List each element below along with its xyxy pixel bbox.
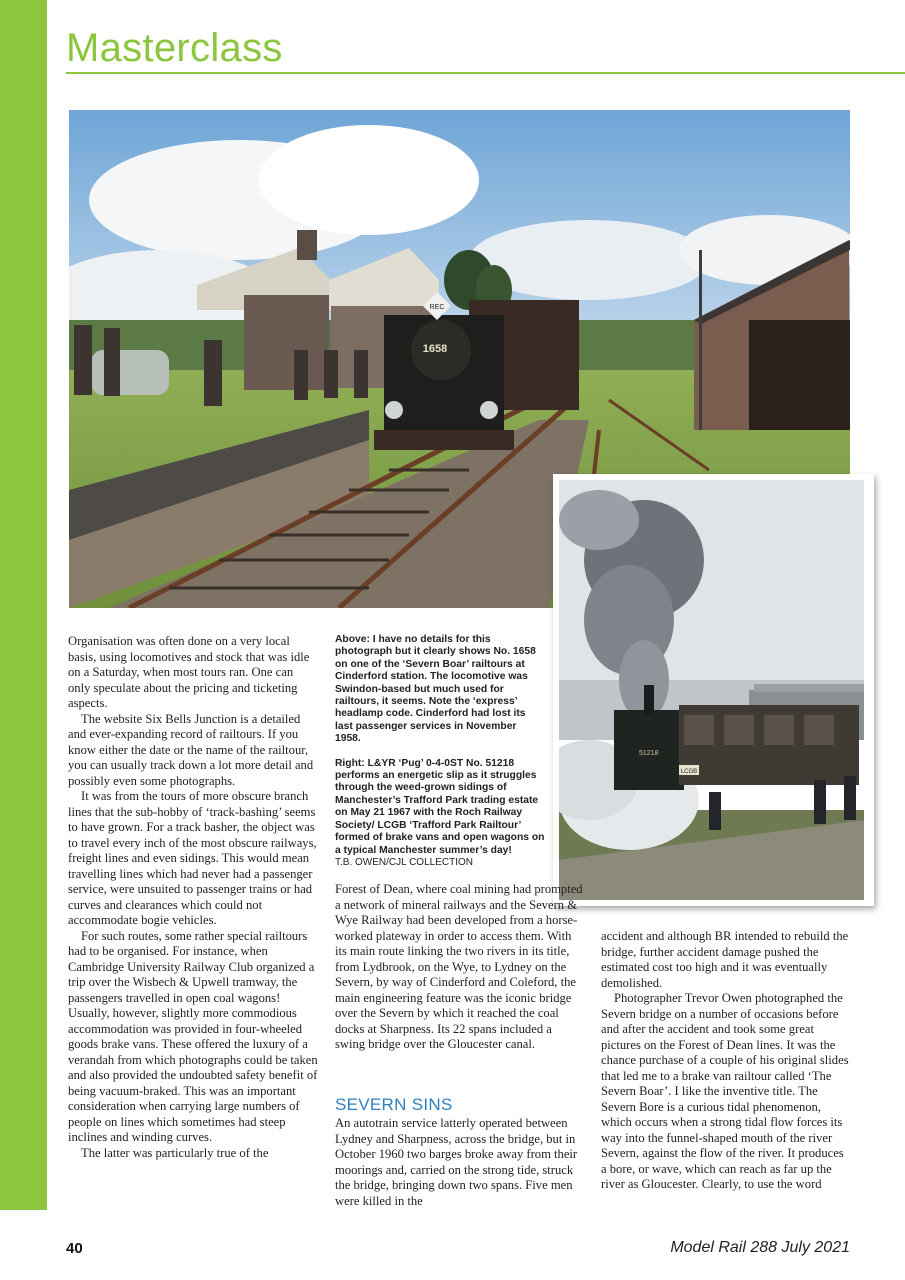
paragraph: The latter was particularly true of the <box>81 1145 269 1160</box>
inset-photo <box>559 480 864 900</box>
paragraph: accident and although BR intended to rebuild the bridge, further accident damage pushed the estimated cost too high and it was eventually demolished. <box>601 929 849 990</box>
paragraph: The website Six Bells Junction is a detailed and ever-expanding record of railtours. If you know either the date or the name of the railtour, you can usually track down a lot more detail and possibly even some photographs. <box>68 711 314 788</box>
header-rule <box>66 72 905 74</box>
headlamp-label: REC <box>429 304 445 311</box>
headboard-label: LCGB <box>680 769 698 775</box>
paragraph: Organisation was often done on a very local basis, using locomotives and stock that was idle on a Saturday, when most tours ran. One can only speculate about the pricing and ticketing aspects. <box>68 634 310 710</box>
inset-photo-frame <box>553 474 874 906</box>
paragraph: Forest of Dean, where coal mining had prompted a network of mineral railways and the Severn & Wye Railway had been developed from a horse-worked plateway in order to access them. With its main route linking the two rivers in its title, from Lydbrook, on the Wye, to Lydney on the Severn, by way of Cinderford and Coleford, the main engineering feature was the iconic bridge over the Severn by which it reached the coal docks at Sharpness. Its 22 spans included a swing bridge over the Gloucester canal. <box>335 882 583 1051</box>
page-number: 40 <box>66 1240 83 1257</box>
paragraph: An autotrain service latterly operated between Lydney and Sharpness, across the bridge, but in October 1960 two barges broke away from their moorings and, carried on the strong tide, struck the bridge, bringing down two spans. Five men were killed in the <box>335 1116 578 1208</box>
section-title: Masterclass <box>66 26 283 70</box>
paragraph: For such routes, some rather special railtours had to be organised. For instance, when Cambridge University Railway Club organized a trip over the Wisbech & Upwell tramway, the passengers travelled in open coal wagons! Usually, however, slightly more commodious accommodation was provided in four-wheeled goods brake vans. These offered the luxury of a verandah from which photographs could be taken and also provided the undoubted safety benefit of being vacuum-braked. This was an important consideration when carrying large numbers of people on lines which sometimes had steep inclines and winding curves. <box>68 928 318 1144</box>
loco-number-plate: 1658 <box>422 343 448 355</box>
section-color-bar <box>0 0 47 1210</box>
paragraph: Photographer Trevor Owen photographed the Severn bridge on a number of occasions before and after the accident and took some great pictures on the Forest of Dean lines. It was the chance purchase of a couple of his original slides that led me to a brake van railtour called ‘The Severn Boar’. I like the inventive title. The Severn Bore is a curious tidal phenomenon, which occurs when a strong tidal flow forces its way into the funnel-shaped mouth of the river Severn, against the flow of the river. It produces a bore, or wave, which can reach as far up the river as Gloucester. Clearly, to use the word <box>601 991 849 1191</box>
article-column-1 <box>68 634 318 1161</box>
photo-credit: T.B. OWEN/CJL COLLECTION <box>335 856 473 868</box>
magazine-issue: Model Rail 288 July 2021 <box>670 1239 850 1256</box>
caption-above: Above: I have no details for this photograph but it clearly shows No. 1658 on one of the ‘Severn Boar’ railtours at Cinderford station. The locomotive was Swindon-based but much used for railtours, it seems. Note the ‘express’ headlamp code. Cinderford had lost its last passenger services in November 1958. <box>335 634 536 745</box>
article-column-2 <box>335 882 583 1053</box>
section-heading: SEVERN SINS <box>335 1095 453 1114</box>
paragraph: It was from the tours of more obscure branch lines that the sub-hobby of ‘track-bashing’ seems to have grown. For a track basher, the object was to travel every inch of the most obscure railways, freight lines and even sidings. This would mean travelling lines which had never had a passenger service, were unsuited to passenger trains or had curves and clearances which could not accommodate bogie vehicles. <box>68 789 317 927</box>
article-column-2b <box>335 1116 583 1209</box>
article-column-3 <box>601 929 851 1193</box>
caption-right: Right: L&YR ‘Pug’ 0-4-0ST No. 51218 performs an energetic slip as it struggles through the weed-grown sidings of Manchester’s Trafford Park trading estate on May 21 1967 with the Roch Railway Society/ LCGB ‘Trafford Park Railtour’ formed of brake vans and open wagons on a typical Manchester summer’s day! <box>335 757 545 856</box>
photo-captions <box>335 634 545 869</box>
inset-loco-number: 51218 <box>639 750 659 757</box>
